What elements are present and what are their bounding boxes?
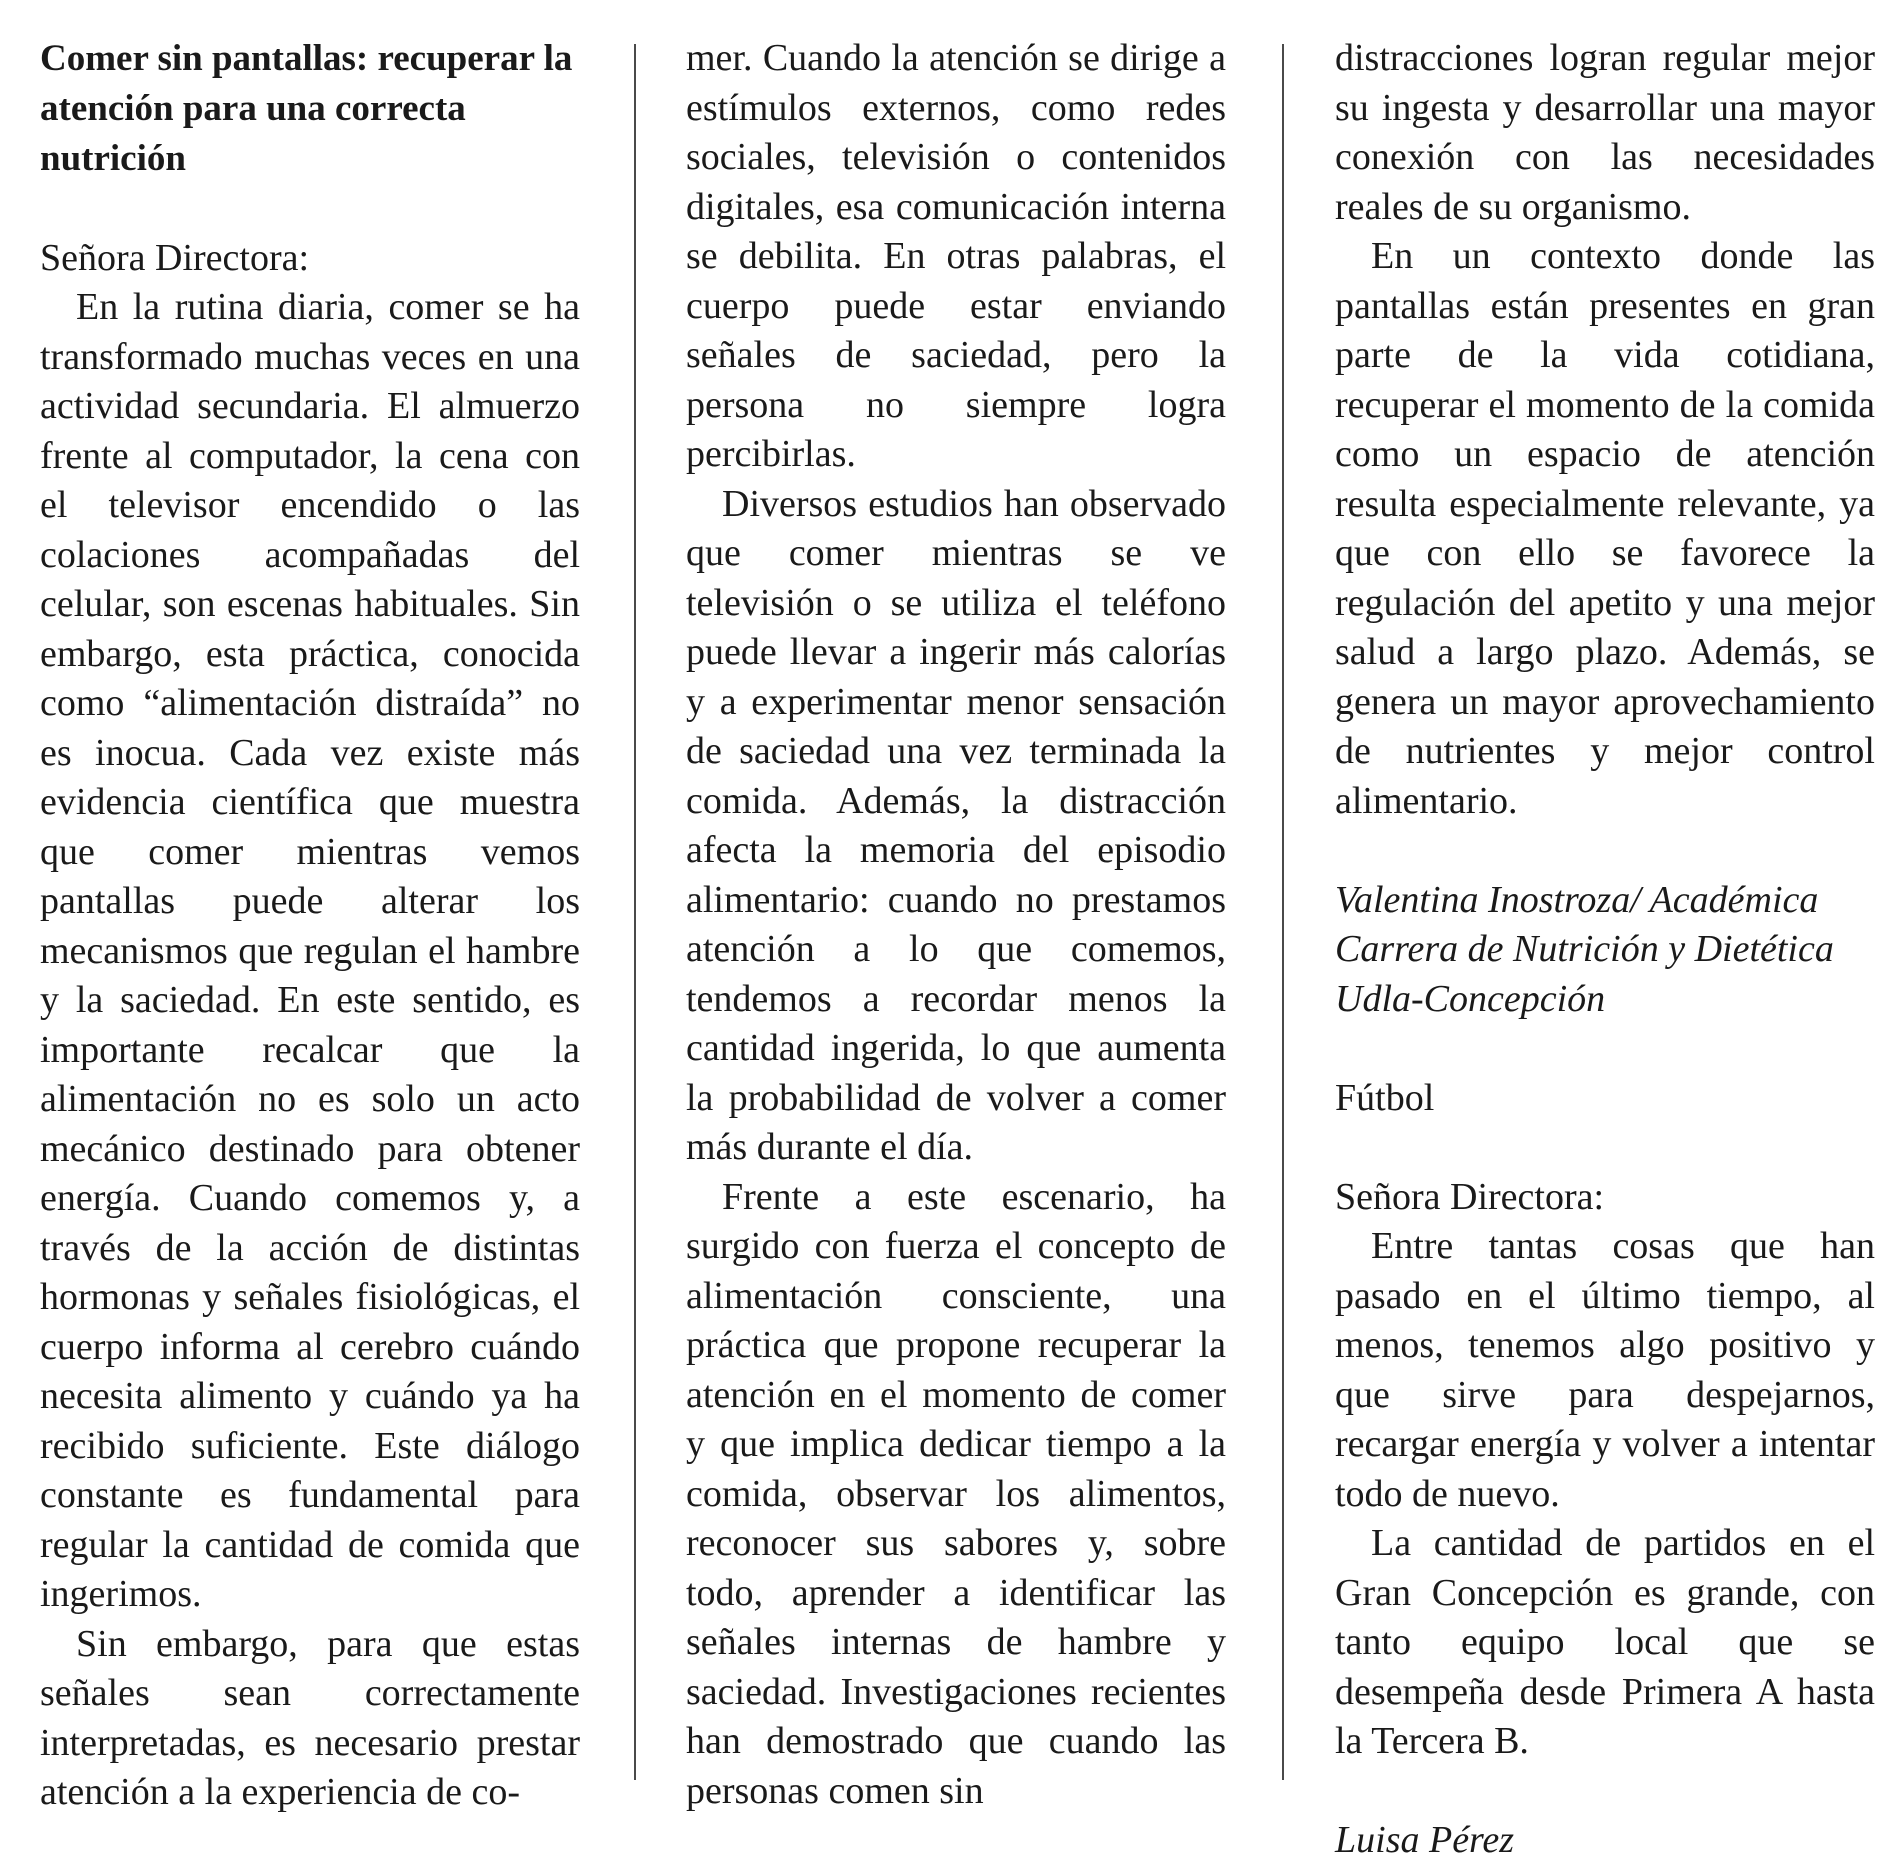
letter-signature [1335,876,1875,1025]
letter-signature: Luisa Pérez [1335,1819,1515,1861]
letter-salutation: Señora Directora: [1335,1175,1605,1218]
column-2 [686,34,1226,1816]
signature-line: Carrera de Nutrición y Dietética [1335,928,1834,970]
letter-headline: Comer sin pantallas: recuperar la atención para una correcta nutrición [40,38,573,179]
letter-paragraph: Frente a este escenario, ha surgido con fuerza el concepto de alimentación consciente, una práctica que propone recuperar la atención en el momento de comer y que implica dedicar tiempo a la comida, observar los alimentos, reconocer sus sabores y, sobre todo, aprender a identificar las señales internas de hambre y saciedad. Investigaciones recientes han demostrado que cuando las personas comen sin [686,1175,1226,1812]
letter-paragraph: Diversos estudios han observado que comer mientras se ve televisión o se utiliza el teléfono puede llevar a ingerir más calorías y a experimentar menor sensación de saciedad una vez terminada la comida. Además, la distracción afecta la memoria del episodio alimentario: cuando no prestamos atención a lo que comemos, tendemos a recordar menos la cantidad ingerida, lo que aumenta la probabilidad de volver a comer más durante el día. [686,482,1226,1168]
column-divider [634,44,636,1780]
signature-line: Udla-Concepción [1335,977,1606,1020]
column-divider [1282,44,1284,1780]
letter-paragraph: mer. Cuando la atención se dirige a estímulos externos, como redes sociales, televisión o contenidos digitales, esa comunicación interna se debilita. En otras palabras, el cuerpo puede estar enviando señales de saciedad, pero la persona no siempre logra percibirlas. [686,37,1226,475]
letter-paragraph: La cantidad de partidos en el Gran Concepción es grande, con tanto equipo local que se desempeña desde Primera A hasta la Tercera B. [1335,1522,1875,1762]
letter-salutation: Señora Directora: [40,236,310,279]
letter-paragraph: En un contexto donde las pantallas están presentes en gran parte de la vida cotidiana, recuperar el momento de la comida como un espacio de atención resulta especialmente relevante, ya que con ello se favorece la regulación del apetito y una mejor salud a largo plazo. Además, se genera un mayor aprovechamiento de nutrientes y mejor control alimentario. [1335,235,1875,822]
letter-title: Fútbol [1335,1076,1435,1119]
column-3 [1335,34,1875,1866]
column-1 [40,34,580,1818]
letter-paragraph: Entre tantas cosas que han pasado en el último tiempo, al menos, tenemos algo positivo y que sirve para despejarnos, recargar energía y volver a intentar todo de nuevo. [1335,1225,1875,1515]
signature-line: Valentina Inostroza/ Académica [1335,878,1819,921]
letter-paragraph: distracciones logran regular mejor su ingesta y desarrollar una mayor conexión con las necesidades reales de su organismo. [1335,37,1875,228]
letter-paragraph: En la rutina diaria, comer se ha transformado muchas veces en una actividad secundaria. El almuerzo frente al computador, la cena con el televisor encendido o las colaciones acompañadas del celular, son escenas habituales. Sin embargo, esta práctica, conocida como “alimentación distraída” no es inocua. Cada vez existe más evidencia científica que muestra que comer mientras vemos pantallas puede alterar los mecanismos que regulan el hambre y la saciedad. En este sentido, es importante recalcar que la alimentación no es solo un acto mecánico destinado para obtener energía. Cuando comemos y, a través de la acción de distintas hormonas y señales fisiológicas, el cuerpo informa al cerebro cuándo necesita alimento y cuándo ya ha recibido suficiente. Este diálogo constante es fundamental para regular la cantidad de comida que ingerimos. [40,286,580,1615]
letter-paragraph: Sin embargo, para que estas señales sean correctamente interpretadas, es necesario prestar atención a la experiencia de co- [40,1622,580,1813]
